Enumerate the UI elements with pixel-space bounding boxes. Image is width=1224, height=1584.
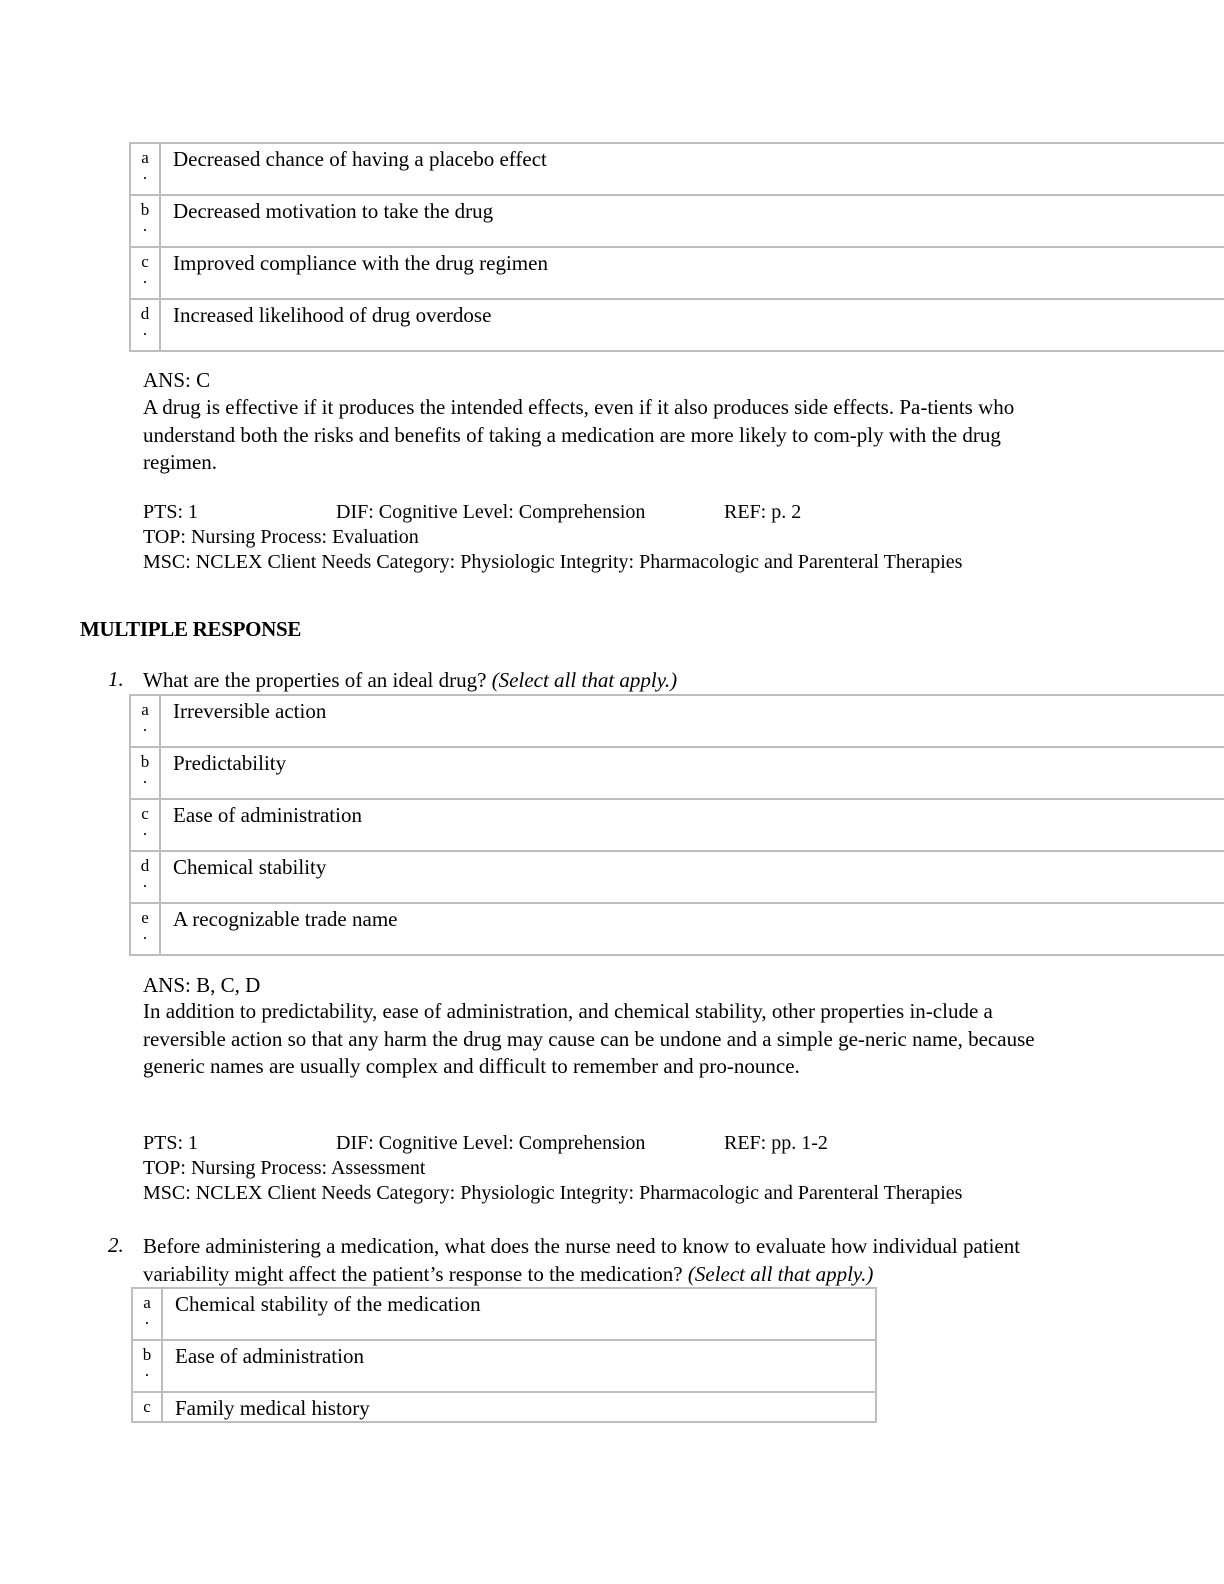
option-row: [130, 247, 1224, 299]
option-row: [130, 195, 1224, 247]
difficulty-label: DIF: Cognitive Level: Comprehension: [336, 501, 646, 523]
points-label: PTS: 1: [143, 501, 199, 523]
option-text: Ease of administration: [162, 1340, 876, 1392]
option-row: [132, 1392, 876, 1422]
question-instruction: (Select all that apply.): [491, 668, 678, 692]
option-text: Decreased chance of having a placebo effect: [160, 143, 1224, 195]
section-heading: MULTIPLE RESPONSE: [80, 617, 302, 641]
option-text: Irreversible action: [160, 695, 1224, 747]
option-row: [130, 299, 1224, 351]
option-row: [132, 1288, 876, 1340]
option-text: Predictability: [160, 747, 1224, 799]
question-text: [143, 1233, 1083, 1288]
option-letter: e .: [130, 903, 160, 955]
option-row: [130, 799, 1224, 851]
reference-label: REF: pp. 1-2: [724, 1132, 828, 1154]
option-text: Chemical stability: [160, 851, 1224, 903]
option-row: [130, 747, 1224, 799]
answer-label: ANS: C: [143, 368, 211, 392]
option-letter: c .: [130, 799, 160, 851]
question-text: [143, 667, 1083, 695]
option-row: [130, 143, 1224, 195]
answer-rationale: In addition to predictability, ease of administration, and chemical stability, other properties in-clude a reversible action so that any harm the drug may cause can be undone and a simple ge-neric name, because generic names are usually complex and difficult to remember and pro-nounce.: [143, 999, 1035, 1078]
question-metadata: [143, 500, 1143, 580]
option-row: [130, 903, 1224, 955]
option-text: Increased likelihood of drug overdose: [160, 299, 1224, 351]
option-text: Improved compliance with the drug regimen: [160, 247, 1224, 299]
q2-options-table: [131, 1287, 877, 1423]
question-stem: Before administering a medication, what does the nurse need to know to evaluate how individual patient variability might affect the patient’s response to the medication?: [143, 1234, 1021, 1286]
option-row: [132, 1340, 876, 1392]
question-stem: What are the properties of an ideal drug?: [143, 668, 487, 692]
option-letter: b .: [130, 195, 160, 247]
option-letter: a .: [130, 695, 160, 747]
option-letter: d .: [130, 851, 160, 903]
question-number: 1.: [108, 667, 124, 691]
option-letter: c: [132, 1392, 162, 1422]
option-text: A recognizable trade name: [160, 903, 1224, 955]
option-letter: d .: [130, 299, 160, 351]
option-letter: a .: [130, 143, 160, 195]
option-text: Ease of administration: [160, 799, 1224, 851]
option-row: [130, 695, 1224, 747]
msc-label: MSC: NCLEX Client Needs Category: Physiologic Integrity: Pharmacologic and Parenteral Therapies: [143, 551, 963, 573]
option-text: Family medical history: [162, 1392, 876, 1422]
answer-rationale: A drug is effective if it produces the intended effects, even if it also produces side effects. Pa-tients who understand both the risks and benefits of taking a medication are more likely to com-ply with the drug regimen.: [143, 395, 1015, 474]
reference-label: REF: p. 2: [724, 501, 802, 523]
msc-label: MSC: NCLEX Client Needs Category: Physiologic Integrity: Pharmacologic and Parenteral Therapies: [143, 1182, 963, 1204]
question-metadata: [143, 1131, 1143, 1211]
q1-options-table: [129, 694, 1224, 956]
question-number: 2.: [108, 1233, 124, 1257]
option-letter: c .: [130, 247, 160, 299]
prev-question-options-table: [129, 142, 1224, 352]
question-instruction: (Select all that apply.): [687, 1261, 874, 1286]
option-row: [130, 851, 1224, 903]
topic-label: TOP: Nursing Process: Assessment: [143, 1157, 426, 1179]
option-letter: b .: [132, 1340, 162, 1392]
answer-label: ANS: B, C, D: [143, 973, 261, 997]
option-text: Decreased motivation to take the drug: [160, 195, 1224, 247]
points-label: PTS: 1: [143, 1132, 199, 1154]
option-text: Chemical stability of the medication: [162, 1288, 876, 1340]
topic-label: TOP: Nursing Process: Evaluation: [143, 526, 419, 548]
difficulty-label: DIF: Cognitive Level: Comprehension: [336, 1132, 646, 1154]
option-letter: b .: [130, 747, 160, 799]
option-letter: a .: [132, 1288, 162, 1340]
